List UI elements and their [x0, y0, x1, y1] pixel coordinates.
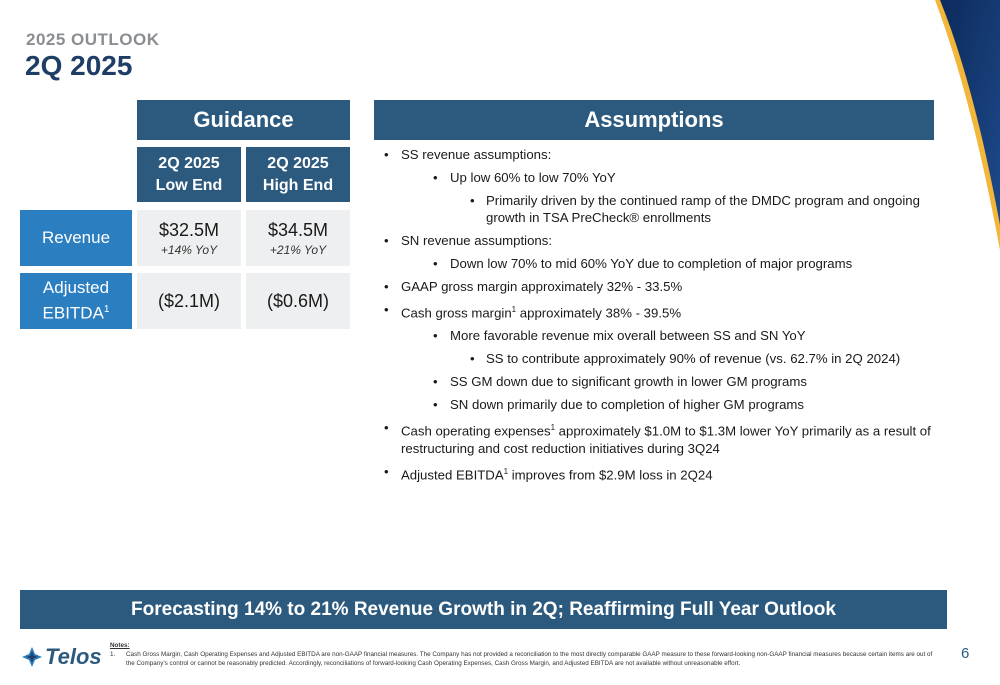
list-item: • SN down primarily due to completion of higher GM programs: [380, 396, 940, 413]
row-label-text: Revenue: [41, 228, 111, 247]
revenue-high-cell: [246, 210, 350, 266]
telos-star-icon: [22, 647, 42, 667]
footnote-ref: 1: [503, 466, 509, 476]
outlook-banner: Forecasting 14% to 21% Revenue Growth in 2Q; Reaffirming Full Year Outlook: [20, 590, 947, 629]
list-item: • Cash operating expenses$^1$ approximately $1.0M to $1.3M lower YoY primarily as a result of restructuring and cost reduction initiatives during 3Q24: [380, 419, 940, 456]
footnote-ref: 1: [103, 304, 110, 316]
section-kicker: 2025 OUTLOOK: [26, 30, 160, 49]
list-item: • SS revenue assumptions:: [380, 146, 940, 163]
col-high-line2: High End: [262, 176, 334, 194]
list-item: • Down low 70% to mid 60% YoY due to completion of major programs: [380, 255, 940, 272]
revenue-low-cell: [137, 210, 241, 266]
page-title: 2Q 2025: [25, 50, 133, 81]
revenue-low-yoy: +14% YoY: [160, 242, 218, 257]
assumptions-header: Assumptions: [374, 100, 934, 140]
list-item: • More favorable revenue mix overall between SS and SN YoY: [380, 327, 940, 344]
assumptions-list: [380, 146, 940, 489]
logo-text: Telos: [45, 644, 102, 669]
footnote-ref: 1: [550, 423, 556, 433]
list-item: • Up low 60% to low 70% YoY: [380, 169, 940, 186]
row-label-text: Adjusted: [42, 278, 110, 298]
list-item: • Adjusted EBITDA$^1$ improves from $2.9M loss in 2Q24: [380, 463, 940, 483]
footnotes: [110, 641, 940, 668]
list-item: • SS to contribute approximately 90% of revenue (vs. 62.7% in 2Q 2024): [380, 350, 940, 367]
ebitda-high-cell: [246, 273, 350, 329]
guidance-col-high-end: [246, 147, 350, 202]
footnote-ref: 1: [511, 305, 517, 314]
list-item: • SN revenue assumptions:: [380, 232, 940, 249]
note-text: Cash Gross Margin, Cash Operating Expenses and Adjusted EBITDA are non-GAAP financial measures. The Company has not provided a reconciliation to the most directly comparable GAAP measure to these forward-looking non-GAAP financial measures because certain items are out of the Company's control or cannot be reasonably predicted. Accordingly, reconciliations of forward-looking Cash Operating Expenses, Cash Gross Margin, and Adjusted EBITDA are not available without unreasonable effort.: [126, 651, 933, 667]
list-item: • GAAP gross margin approximately 32% - 33.5%: [380, 278, 940, 295]
revenue-high-yoy: +21% YoY: [269, 242, 327, 257]
guidance-header: Guidance: [137, 100, 350, 140]
row-label-text-line2: EBITDA$^1$: [42, 303, 110, 323]
ebitda-high-value: ($0.6M): [266, 290, 329, 311]
list-item: • SS GM down due to significant growth in lower GM programs: [380, 373, 940, 390]
note-line: [110, 650, 940, 668]
row-label-adjusted-ebitda: [20, 273, 132, 329]
list-item: • Cash gross margin$^1$ approximately 38% - 39.5%: [380, 301, 940, 321]
notes-title: Notes:: [110, 642, 130, 649]
revenue-high-value: $34.5M: [267, 219, 329, 240]
row-label-revenue: [20, 210, 132, 266]
list-item: • Primarily driven by the continued ramp of the DMDC program and ongoing growth in TSA PreCheck® enrollments: [380, 192, 940, 226]
revenue-low-value: $32.5M: [158, 219, 220, 240]
ebitda-low-cell: [137, 273, 241, 329]
col-low-line2: Low End: [155, 176, 223, 194]
page-number: 6: [961, 645, 970, 662]
telos-logo: [22, 644, 102, 670]
col-high-line1: 2Q 2025: [267, 154, 329, 172]
col-low-line1: 2Q 2025: [158, 154, 220, 172]
guidance-col-low-end: [137, 147, 241, 202]
ebitda-low-value: ($2.1M): [157, 290, 220, 311]
note-number: 1.: [110, 651, 116, 658]
